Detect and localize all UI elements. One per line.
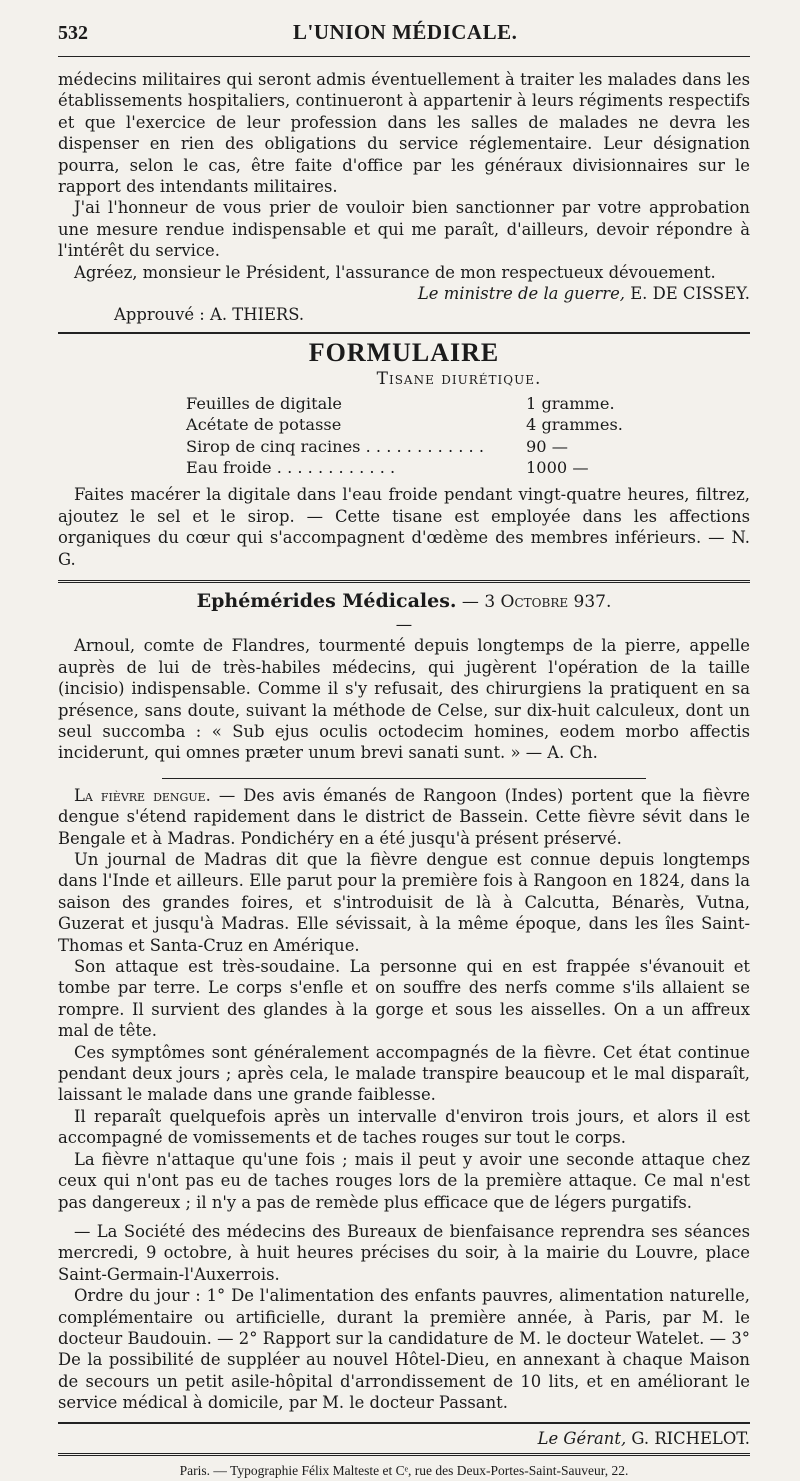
section-rule-formulaire: [58, 332, 750, 334]
letter-paragraph-3: Agréez, monsieur le Président, l'assurance de mon respectueux dévouement.: [74, 262, 716, 282]
recipe-row: [186, 457, 623, 478]
ephemerides-text: Arnoul, comte de Flandres, tourmenté depuis longtemps de la pierre, appelle auprès de lui de très-habiles médecins, qui jugèrent l'opération de la taille (incisio) indispensable. Comme il s'y refusait, des chirurgiens la pratiquent en sa présence, sans doute, suivant la méthode de Celse, sur dix-huit calculeux, dont un seul succomba : « Sub ejus oculis octodecim homines, eodem morbo affectis inciderunt, qui omnes præter unum brevi sanati sunt. » — A. Ch.: [58, 636, 750, 763]
ingredient-qty: 4 grammes.: [526, 415, 623, 435]
societe-paragraph-1: — La Société des médecins des Bureaux de bienfaisance reprendra ses séances mercredi, 9 octobre, à huit heures précises du soir, à la mairie du Louvre, place Saint-Germain-l'Auxerrois.: [58, 1221, 750, 1284]
dengue-paragraph-3: Son attaque est très-soudaine. La personne qui en est frappée s'évanouit et tombe par terre. Le corps s'enfle et on souffre des nerfs comme s'ils allaient se rompre. Il survient des glandes à la gorge et sous les aisselles. On a un affreux mal de tête.: [58, 957, 750, 1041]
gerant-label: Le Gérant,: [537, 1428, 627, 1448]
recipe-row: [186, 414, 623, 435]
dengue-lead: La fièvre dengue.: [74, 785, 211, 805]
approval-label: Approuvé :: [114, 305, 205, 325]
ephemerides-date: — 3 Octobre 937.: [461, 591, 612, 612]
signature-name: E. DE CISSEY.: [630, 284, 750, 304]
section-rule-news: [162, 778, 646, 779]
page-number: 532: [58, 22, 88, 44]
recipe-row: [186, 393, 623, 414]
section-rule-ephemerides: [58, 580, 750, 583]
ingredient-qty: 90 —: [526, 436, 568, 456]
gerant-signoff: [58, 1428, 750, 1449]
signature-role: Le ministre de la guerre,: [417, 284, 625, 304]
societe-paragraph-2: Ordre du jour : 1° De l'alimentation des enfants pauvres, alimentation naturelle, complémentaire ou artificielle, durant la première année, à Paris, par M. le docteur Baudouin. — 2° Rapport sur la candidature de M. le docteur Watelet. — 3° De la possibilité de suppléer au nouvel Hôtel-Dieu, en annexant à chaque Maison de secours un petit asile-hôpital d'arrondissement de 10 lits, et en améliorant le service médical à domicile, par M. le docteur Passant.: [58, 1286, 750, 1413]
ephemerides-dash: —: [395, 615, 413, 635]
dengue-paragraph-5: Il reparaît quelquefois après un intervalle d'environ trois jours, et alors il est accompagné de vomissements et de taches rouges sur tout le corps.: [58, 1106, 750, 1148]
recipe-table: [186, 393, 623, 479]
formulaire-subtitle: Tisane diurétique.: [376, 369, 542, 390]
letter-paragraph-1: médecins militaires qui seront admis éventuellement à traiter les malades dans les établissements hospitaliers, continueront à appartenir à leurs régiments respectifs et que l'exercice de leur profession dans les salles de malades ne devra les dispenser en rien des obligations du service réglementaire. Leur désignation pourra, selon le cas, être faite d'office par les généraux divisionnaires sur le rapport des intendants militaires.: [58, 70, 750, 197]
ingredient-name: Eau froide . . . . . . . . . . . .: [186, 457, 396, 477]
formulaire-instructions: Faites macérer la digitale dans l'eau froide pendant vingt-quatre heures, filtrez, ajoutez le sel et le sirop. — Cette tisane est employée dans les affections organiques du cœur qui s'accompagnent d'œdème des membres inférieurs. — N. G.: [58, 485, 750, 569]
ephemerides-heading: [58, 591, 750, 613]
dengue-paragraph-4: Ces symptômes sont généralement accompagnés de la fièvre. Cet état continue pendant deux jours ; après cela, le malade transpire beaucoup et le mal disparaît, laissant le malade dans une grande faiblesse.: [58, 1042, 750, 1105]
approval-name: A. THIERS.: [210, 305, 305, 325]
ingredient-name: Feuilles de digitale: [186, 393, 342, 413]
ephemerides-title: Ephémérides Médicales.: [196, 589, 457, 612]
dengue-paragraph-6: La fièvre n'attaque qu'une fois ; mais il peut y avoir une seconde attaque chez ceux qui n'ont pas eu de taches rouges lors de la première attaque. Ce mal n'est pas dangereux ; il n'y a pas de remède plus efficace que de légers purgatifs.: [58, 1149, 750, 1212]
letter-approval: [58, 304, 750, 325]
dengue-paragraph-1: [58, 785, 750, 849]
closing-rule: [58, 1422, 750, 1424]
ingredient-name: Sirop de cinq racines . . . . . . . . . . . .: [186, 436, 484, 456]
recipe-row: [186, 436, 623, 457]
printer-imprint: Paris. — Typographie Félix Malteste et Cᵉ, rue des Deux-Portes-Saint-Sauveur, 22.: [179, 1462, 629, 1478]
gerant-name: G. RICHELOT.: [631, 1428, 750, 1448]
dengue-paragraph-2: Un journal de Madras dit que la fièvre dengue est connue depuis longtemps dans l'Inde et ailleurs. Elle parut pour la première fois à Rangoon en 1824, dans la saison des grandes foires, et s'introduisit de là à Calcutta, Bénarès, Vutna, Guzerat et jusqu'à Madras. Elle sévissait, à la même époque, dans les îles Saint-Thomas et Santa-Cruz en Amérique.: [58, 850, 750, 955]
ingredient-name: Acétate de potasse: [186, 415, 342, 435]
footer-rule: [58, 1453, 750, 1456]
letter-paragraph-2: J'ai l'honneur de vous prier de vouloir bien sanctionner par votre approbation une mesure rendue indispensable et qui me paraît, d'ailleurs, devoir répondre à l'intérêt du service.: [58, 198, 750, 261]
dengue-p1-text: — Des avis émanés de Rangoon (Indes) portent que la fièvre dengue s'étend rapidement dans le district de Bassein. Cette fièvre sévit dans le Bengale et à Madras. Pondichéry en a été jusqu'à présent préservé.: [58, 785, 750, 848]
ingredient-qty: 1 gramme.: [526, 393, 615, 413]
running-header: [58, 22, 750, 56]
header-rule: [58, 56, 750, 57]
ingredient-qty: 1000 —: [526, 457, 589, 477]
journal-title: L'UNION MÉDICALE.: [293, 20, 518, 44]
formulaire-title: FORMULAIRE: [308, 337, 500, 367]
letter-signature: [58, 283, 750, 304]
